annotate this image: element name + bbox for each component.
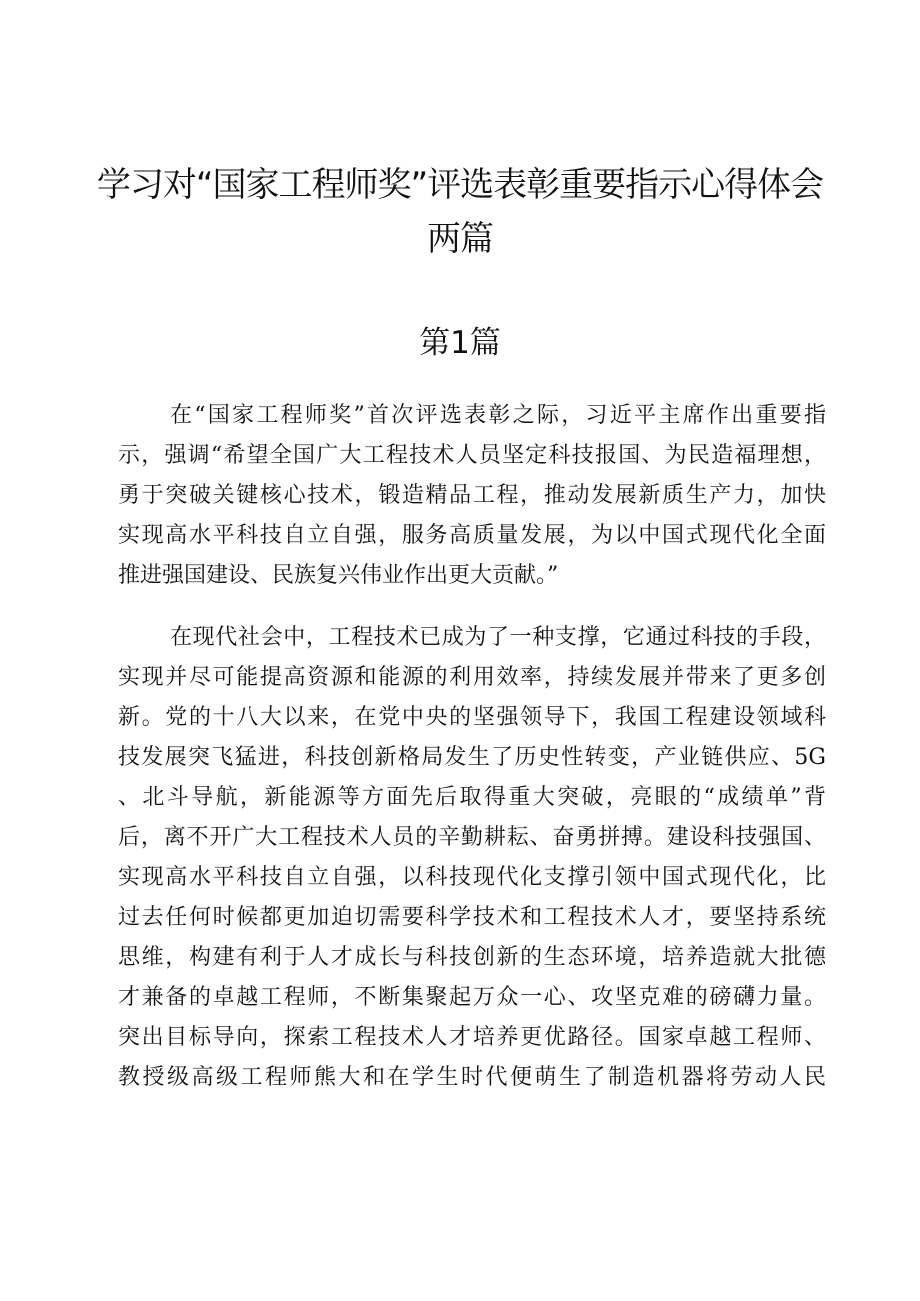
paragraph-line: 实现高水平科技自立自强，服务高质量发展，为以中国式现代化全面 xyxy=(118,523,826,548)
document-title-line-2: 两篇 xyxy=(427,219,493,259)
paragraph-line: 、北斗导航，新能源等方面先后取得重大突破，亮眼的“成绩单”背 xyxy=(118,785,826,810)
paragraph-1 xyxy=(118,396,826,596)
paragraph-line: 后，离不开广大工程技术人员的辛勤耕耘、奋勇拼搏。建设科技强国、 xyxy=(118,825,826,850)
paragraph-line: 在“国家工程师奖”首次评选表彰之际，习近平主席作出重要指 xyxy=(170,403,826,428)
paragraph-line: 实现并尽可能提高资源和能源的利用效率，持续发展并带来了更多创 xyxy=(118,665,826,690)
paragraph-line: 在现代社会中，工程技术已成为了一种支撑，它通过科技的手段， xyxy=(170,625,826,650)
paragraph-line: 勇于突破关键核心技术，锻造精品工程，推动发展新质生产力，加快 xyxy=(118,483,826,508)
paragraph-2 xyxy=(118,618,826,1098)
paragraph-line: 教授级高级工程师熊大和在学生时代便萌生了制造机器将劳动人民 xyxy=(118,1065,826,1090)
paragraph-line: 推进强国建设、民族复兴伟业作出更大贡献。” xyxy=(118,563,559,588)
section-heading: 第1篇 xyxy=(419,325,501,361)
document-title-line-1: 学习对“国家工程师奖”评选表彰重要指示心得体会 xyxy=(96,165,824,205)
paragraph-line: 过去任何时候都更加迫切需要科学技术和工程技术人才，要坚持系统 xyxy=(118,905,826,930)
paragraph-line: 思维，构建有利于人才成长与科技创新的生态环境，培养造就大批德 xyxy=(118,945,826,970)
paragraph-line: 新。党的十八大以来，在党中央的坚强领导下，我国工程建设领域科 xyxy=(118,705,826,730)
paragraph-line: 才兼备的卓越工程师，不断集聚起万众一心、攻坚克难的磅礴力量。 xyxy=(118,985,826,1010)
paragraph-line: 技发展突飞猛进，科技创新格局发生了历史性转变，产业链供应、5G xyxy=(118,745,826,770)
paragraph-line: 示，强调“希望全国广大工程技术人员坚定科技报国、为民造福理想， xyxy=(118,443,826,468)
paragraph-line: 突出目标导向，探索工程技术人才培养更优路径。国家卓越工程师、 xyxy=(118,1025,826,1050)
paragraph-line: 实现高水平科技自立自强，以科技现代化支撑引领中国式现代化，比 xyxy=(118,865,826,890)
